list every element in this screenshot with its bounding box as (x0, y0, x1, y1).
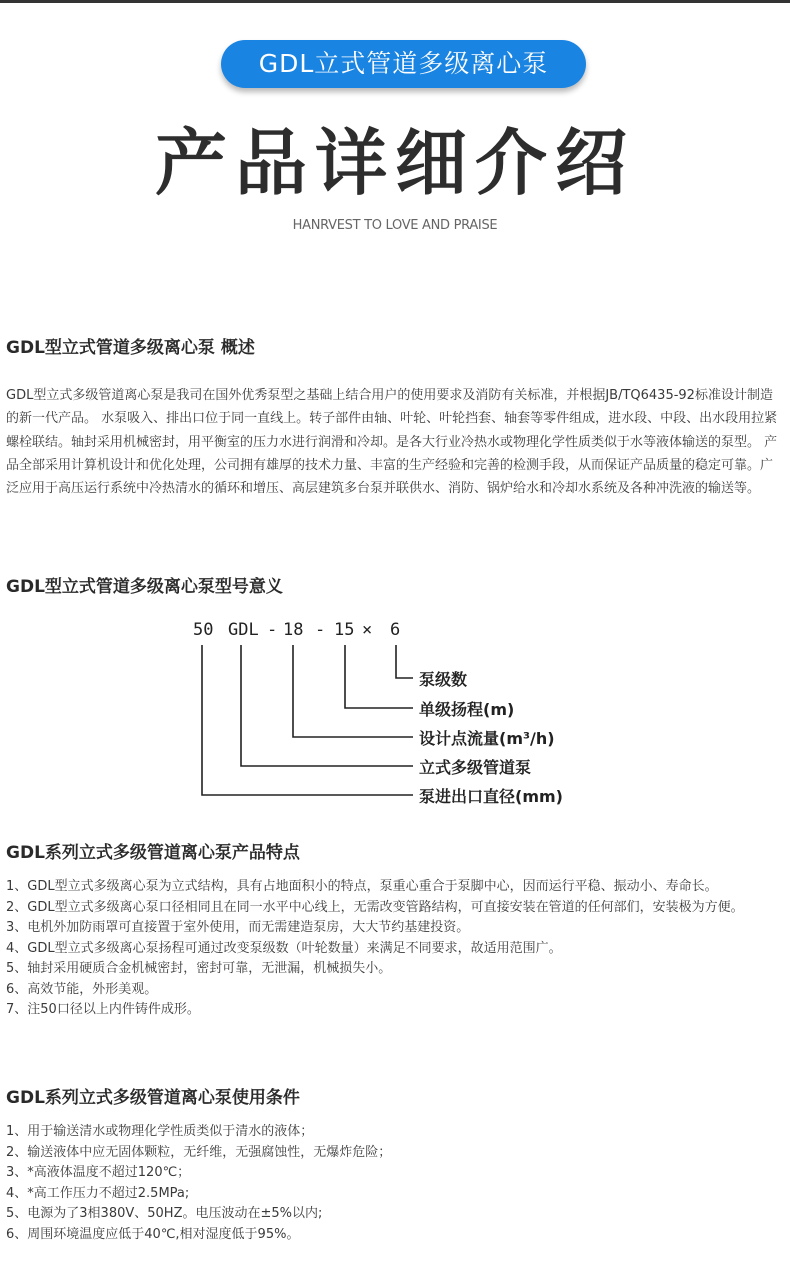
label-flow: 设计点流量(m³/h) (419, 729, 555, 748)
label-type: 立式多级管道泵 (419, 758, 532, 777)
code-dash-2: - (315, 620, 326, 640)
page-subtitle: HANRVEST TO LOVE AND PRAISE (292, 218, 498, 233)
list-item: 4、*高工作压力不超过2.5MPa; (6, 1185, 190, 1201)
code-diameter: 50 (193, 620, 214, 640)
list-item: 4、GDL型立式多级离心泵扬程可通过改变泵级数（叶轮数量）来满足不同要求，故适用范围广。 (6, 940, 562, 956)
code-times: × (362, 620, 373, 640)
page-title: 产品详细介绍 (154, 121, 635, 205)
list-item: 1、用于输送清水或物理化学性质类似于清水的液体； (6, 1124, 314, 1139)
list-item: 6、高效节能，外形美观。 (6, 981, 158, 997)
list-item: 1、GDL型立式多级离心泵为立式结构，具有占地面积小的特点，泵重心重合于泵脚中心，因而运行平稳、振动小、寿命长。 (6, 879, 718, 894)
list-item: 3、电机外加防雨罩可直接置于室外使用，而无需建造泵房，大大节约基建投资。 (6, 920, 470, 935)
list-item: 2、输送液体中应无固体颗粒，无纤维，无强腐蚀性，无爆炸危险； (6, 1144, 392, 1160)
code-dash-1: - (267, 620, 278, 640)
code-flow: 18 (283, 620, 304, 640)
conditions-list (6, 1122, 782, 1245)
label-head: 单级扬程(m) (419, 700, 515, 719)
list-item: 5、轴封采用硬质合金机械密封，密封可靠，无泄漏，机械损失小。 (6, 961, 392, 976)
conditions-heading: GDL系列立式多级管道离心泵使用条件 (6, 1088, 300, 1108)
label-diameter: 泵进出口直径(mm) (419, 787, 563, 806)
top-divider (0, 0, 790, 3)
features-list (6, 877, 782, 1021)
list-item: 3、*高液体温度不超过120℃； (6, 1165, 191, 1180)
product-banner: GDL立式管道多级离心泵 (221, 40, 586, 88)
label-stages: 泵级数 (419, 670, 468, 689)
code-head: 15 (334, 620, 355, 640)
list-item: 7、注50口径以上内件铸件成形。 (6, 1002, 200, 1017)
code-stages: 6 (390, 620, 401, 640)
code-type: GDL (228, 620, 259, 640)
list-item: 5、电源为了3相380V、50HZ。电压波动在±5%以内; (6, 1206, 323, 1221)
list-item: 6、周围环境温度应低于40℃,相对湿度低于95%。 (6, 1226, 300, 1242)
overview-heading: GDL型立式管道多级离心泵 概述 (6, 338, 255, 358)
features-heading: GDL系列立式多级管道离心泵产品特点 (6, 843, 300, 863)
model-heading: GDL型立式管道多级离心泵型号意义 (6, 577, 283, 597)
list-item: 2、GDL型立式多级离心泵口径相同且在同一水平中心线上，无需改变管路结构，可直接安装在管道的任何部们，安装极为方便。 (6, 899, 744, 915)
model-connector-lines (185, 620, 585, 810)
overview-text: GDL型立式多级管道离心泵是我司在国外优秀泵型之基础上结合用户的使用要求及消防有关标准，并根据JB/TQ6435-92标准设计制造的新一代产品。 水泵吸入、排出口位于同一直线上。转子部件由轴、叶轮、叶轮挡套、轴套等零件组成，进水段、中段、出水段用拉紧螺栓联结。轴封采用机械密封，用平衡室的压力水进行润滑和冷却。是各大行业冷热水或物理化学性质类似于水等液体输送的泵型。 产品全部采用计算机设计和优化处理，公司拥有雄厚的技术力量、丰富的生产经验和完善的检测手段，从而保证产品质量的稳定可靠。广泛应用于高压运行系统中冷热清水的循环和增压、高层建筑多台泵并联供水、消防、锅炉给水和冷却水系统及各种冲洗液的输送等。 (6, 388, 778, 497)
model-code-diagram (185, 620, 585, 810)
